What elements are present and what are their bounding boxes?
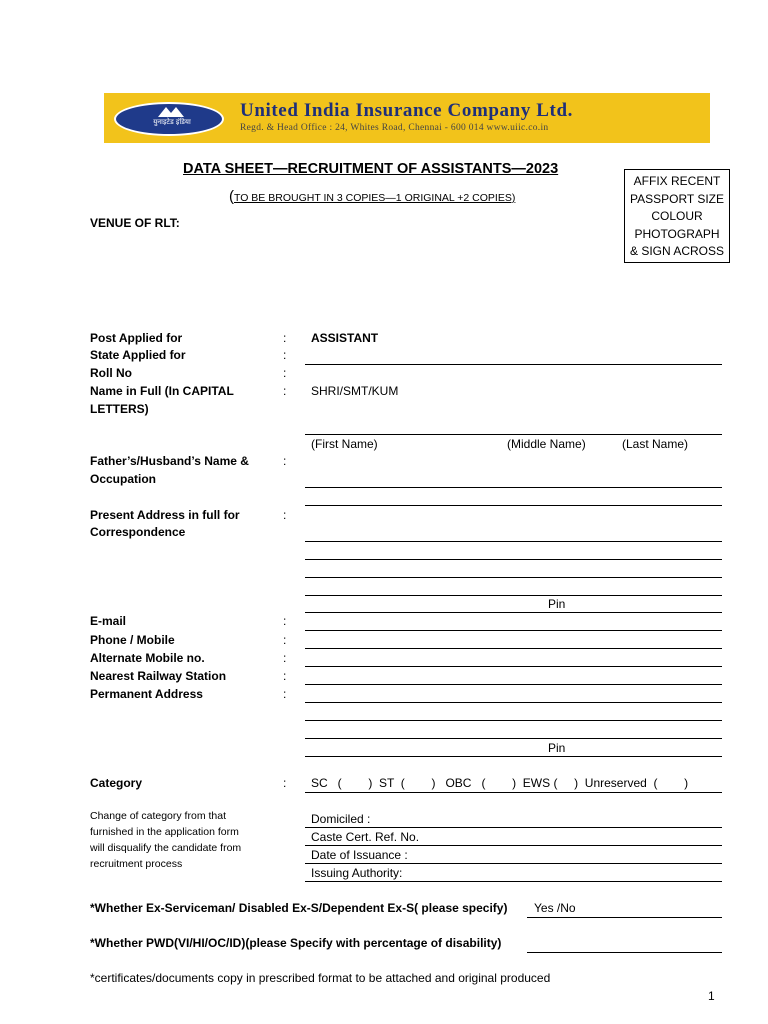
- first-name-hint: (First Name): [311, 437, 378, 451]
- phone-line[interactable]: [305, 648, 722, 649]
- ex-serviceman-question: *Whether Ex-Serviceman/ Disabled Ex-S/Dependent Ex-S( please specify): [90, 901, 508, 915]
- address-line[interactable]: [305, 595, 722, 596]
- railway-line[interactable]: [305, 684, 722, 685]
- name-label: Name in Full (In CAPITAL: [90, 384, 234, 398]
- address-label-cont: Correspondence: [90, 525, 186, 539]
- pin-line[interactable]: [305, 612, 722, 613]
- subtitle-paren: (: [229, 188, 234, 205]
- post-label: Post Applied for: [90, 331, 183, 345]
- colon: :: [283, 687, 287, 701]
- colon: :: [283, 384, 287, 398]
- footnote: *certificates/documents copy in prescribed format to be attached and original produced: [90, 971, 551, 985]
- photo-box-line: & SIGN ACROSS: [629, 244, 725, 258]
- photo-box-line: AFFIX RECENT: [633, 174, 721, 188]
- pin-line[interactable]: [305, 756, 722, 757]
- father-label: Father’s/Husband’s Name &: [90, 454, 249, 468]
- pin-label: Pin: [548, 741, 566, 755]
- address-line[interactable]: [305, 577, 722, 578]
- colon: :: [283, 454, 287, 468]
- state-label: State Applied for: [90, 348, 186, 362]
- category-note-line: Change of category from that: [90, 810, 226, 822]
- logo-mark-icon: [158, 107, 184, 117]
- photo-box-line: PASSPORT SIZE: [629, 191, 725, 206]
- photo-box-line: COLOUR: [651, 209, 703, 223]
- colon: :: [283, 669, 287, 683]
- authority-label: Issuing Authority:: [311, 866, 403, 880]
- category-label: Category: [90, 776, 143, 790]
- email-line[interactable]: [305, 630, 722, 631]
- venue-label: VENUE OF RLT:: [90, 216, 180, 230]
- colon: :: [283, 614, 287, 628]
- ex-serviceman-line[interactable]: [527, 917, 722, 918]
- name-label-cont: LETTERS): [90, 402, 149, 416]
- category-line: [305, 792, 722, 793]
- railway-label: Nearest Railway Station: [90, 669, 227, 683]
- category-options[interactable]: SC ( ) ST ( ) OBC ( ) EWS ( ) Unreserved ( ): [311, 776, 689, 790]
- category-note: [90, 808, 241, 872]
- post-value: ASSISTANT: [311, 331, 379, 345]
- pwd-question: *Whether PWD(VI/HI/OC/ID)(please Specify with percentage of disability): [90, 936, 502, 950]
- issuance-label: Date of Issuance :: [311, 848, 408, 862]
- ex-serviceman-answer[interactable]: Yes /No: [534, 901, 576, 915]
- colon: :: [283, 331, 287, 345]
- category-note-line: recruitment process: [90, 858, 183, 870]
- colon: :: [283, 776, 287, 790]
- authority-line[interactable]: [305, 881, 722, 882]
- state-line[interactable]: [305, 364, 722, 365]
- company-banner: [104, 93, 710, 143]
- email-label: E-mail: [90, 614, 127, 628]
- page-number: 1: [708, 989, 715, 1003]
- caste-cert-label: Caste Cert. Ref. No.: [311, 830, 420, 844]
- last-name-hint: (Last Name): [622, 437, 689, 451]
- subtitle-text: TO BE BROUGHT IN 3 COPIES—1 ORIGINAL +2 COPIES): [234, 192, 516, 204]
- permanent-line[interactable]: [305, 738, 722, 739]
- name-prefix: SHRI/SMT/KUM: [311, 384, 399, 398]
- colon: :: [283, 633, 287, 647]
- subtitle: [229, 188, 515, 206]
- address-line[interactable]: [305, 541, 722, 542]
- company-logo: [114, 102, 224, 136]
- address-line[interactable]: [305, 559, 722, 560]
- roll-label: Roll No: [90, 366, 132, 380]
- photo-box-line: PHOTOGRAPH: [634, 226, 720, 241]
- colon: :: [283, 508, 287, 522]
- colon: :: [283, 366, 287, 380]
- colon: :: [283, 651, 287, 665]
- page-title: DATA SHEET—RECRUITMENT OF ASSISTANTS—2023: [183, 161, 559, 177]
- alt-mobile-line[interactable]: [305, 666, 722, 667]
- company-name: United India Insurance Company Ltd.: [240, 100, 573, 121]
- permanent-label: Permanent Address: [90, 687, 203, 701]
- father-label-cont: Occupation: [90, 472, 157, 486]
- pwd-line[interactable]: [527, 952, 722, 953]
- company-address: Regd. & Head Office : 24, Whites Road, Chennai - 600 014 www.uiic.co.in: [240, 123, 549, 133]
- domiciled-label: Domiciled :: [311, 812, 371, 826]
- address-label: Present Address in full for: [90, 508, 240, 522]
- category-note-line: furnished in the application form: [90, 826, 239, 838]
- photo-box: [624, 169, 730, 263]
- colon: :: [283, 348, 287, 362]
- category-note-line: will disqualify the candidate from: [90, 842, 242, 854]
- phone-label: Phone / Mobile: [90, 633, 175, 647]
- permanent-line[interactable]: [305, 720, 722, 721]
- pin-label: Pin: [548, 597, 566, 611]
- alt-mobile-label: Alternate Mobile no.: [90, 651, 205, 665]
- father-line[interactable]: [305, 487, 722, 488]
- middle-name-hint: (Middle Name): [507, 437, 586, 451]
- logo-text: युनाइटेड इंडिया: [153, 118, 191, 126]
- permanent-line[interactable]: [305, 702, 722, 703]
- father-line[interactable]: [305, 505, 722, 506]
